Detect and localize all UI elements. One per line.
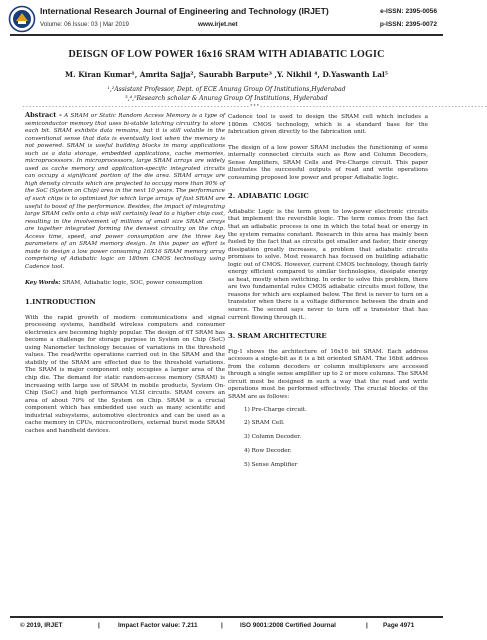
list-item: 3) Column Decoder. <box>244 434 302 441</box>
footer-separator: | <box>221 622 223 629</box>
abstract-text: A SRAM or Static Random Access Memory is a type of semiconductor memory that uses bi-stable latching circuitry to store each bit. SRAM exhibits data remains, but it is still volatile in the conventional sense that data is eventually lost when the memory is not powered. SRAM is useful building blocks in many applications such as a data storage, embedded applications, cache memories, microprocessors. In microprocessors, large SRAM arrays are widely used as cache memory and application-specific integrated circuits can occupy a significant portion of the die area. SRAM arrays are high density circuits which are projected to occupy more than 90% of the SoC (System on Chip) area in the next 10 years. The performance of such chips is to optimized for which large arrays of fast SRAM are useful to boost of the performance. Besides, the impact of integrating large SRAM cells onto a chip will certainly lead to a higher chip cost, resulting in the involvement of millions of small size SRAM arrays are together integrated forming the densest circuitry on the chip. Access time, speed, and power consumption are the three key parameters of an SRAM memory design. In this paper an effort is made to design a low power consuming 16X16 SRAM memory array comprising of Adiabatic logic on 180nm CMOS technology using Cadence tool. <box>25 113 225 270</box>
list-item: 2) SRAM Cell. <box>244 420 285 427</box>
paper-authors: M. Kiran Kumar¹, Amrita Sajja², Saurabh Barpute³ ,Y. Nikhil ⁴, D.Yaswanth Lal⁵ <box>65 70 388 79</box>
page-footer <box>0 622 453 634</box>
abstract-label: Abstract - <box>25 111 62 119</box>
affiliation-1: ¹,²Assistant Professor, Dept. of ECE Anurag Group Of Institutions,Hyderabad <box>107 86 346 93</box>
keywords-label: Key Words: <box>25 280 61 287</box>
separator: ---------------------------------------------------------------------***--------------------------------------------------------------------- <box>22 104 487 110</box>
sram-blocks-list <box>228 407 428 470</box>
header-divider <box>10 34 443 36</box>
section-heading-adiabatic: 2. ADIABATIC LOGIC <box>228 192 309 201</box>
cadence-paragraph: Cadence tool is used to design the SRAM cell which includes a 180nm CMOS technology, which is a standard base for the fabrication given directly to the fabrication unit. <box>228 114 428 136</box>
list-item: 1) Pre-Charge circuit. <box>244 406 307 413</box>
journal-volume: Volume: 06 Issue: 03 | Mar 2019 <box>40 21 129 28</box>
footer-iso: ISO 9001:2008 Certified Journal <box>240 622 336 629</box>
introduction-text: With the rapid growth of modern communications and signal processing systems, handheld wireless computers and consumer electronics are becoming highly popular. The design of 6T SRAM has become a challenge for storage purpose in System on Chip (SoC) using Nanometer technology because of variations in the threshold values. The read/write operations carried out in the SRAM and the stability of the SRAM are effected due to the threshold variations. The SRAM is major component only occupies a larger area of the chip die. The demand for static random-access memory (SRAM) is increasing with large use of SRAM in mobile products, System On-Chip (SoC) and high performance VLSI circuits. SRAM covers an area of about 70% of the System on Chip. SRAM is a crucial component which has embedded use such as many scientific and industrial subsystems, automotive electronics and can be used as a cache memory in CPUs, microcontrollers, external burst mode SRAM caches and handheld devices. <box>25 314 225 434</box>
keywords <box>25 280 225 288</box>
right-column <box>228 114 428 476</box>
left-column <box>25 112 225 440</box>
journal-title: International Research Journal of Engineering and Technology (IRJET) <box>40 6 329 16</box>
footer-separator: | <box>366 622 368 629</box>
footer-impact-factor: Impact Factor value: 7.211 <box>118 622 198 629</box>
list-item: 5) Sense Amplifier <box>244 461 298 468</box>
journal-header <box>0 0 453 36</box>
footer-page-number: Page 4971 <box>383 622 415 629</box>
adiabatic-text: Adiabatic Logic is the term given to low-power electronic circuits that implement the reversible logic. The term comes from the fact that an adiabatic process is one in which the total heat or energy in the system remains constant. Research in this area has mainly been fueled by the fact that as circuits get smaller and faster, their energy dissipation greatly increases, a problem that adiabatic circuits promises to solve. Most research has focused on building adiabatic logic out of CMOS. However, current CMOS technology, though fairly energy efficient compared to similar technologies, dissipate energy as heat, mostly when switching. In order to solve this problem, there are two fundamental rules CMOS adiabatic circuits must follow, the reasons for which are explained below. The first is never to turn on a transistor when there is a voltage difference between the drain and source. The second says never to turn off a transistor that has current flowing through it.. <box>228 208 428 321</box>
section-heading-sram-architecture: 3. SRAM ARCHITECTURE <box>228 332 327 341</box>
design-paragraph: The design of a low power SRAM includes the functioning of some internally connected circuits such as Row and Column Decoders, Sense Amplifiers, SRAM Cells and Pre-Charge circuit. This paper illustrates the successful outputs of read and write operations consuming proposed low power and proper Adiabatic logic. <box>228 144 428 181</box>
eissn: e-ISSN: 2395-0056 <box>380 8 437 15</box>
abstract <box>25 112 225 271</box>
footer-divider <box>10 616 443 618</box>
keywords-text: SRAM, Adiabatic logic, SOC, power consumption <box>60 280 203 287</box>
list-item: 4) Row Decoder. <box>244 448 292 455</box>
irjet-logo-icon <box>8 5 36 33</box>
sram-architecture-text: Fig-1 shows the architecture of 16x16 bit SRAM. Each address accesses a single-bit as it is a bit oriented SRAM. The 16bit address from the column decoders or column multiplexers are accessed through a single sense amplifier up to 2 or more columns. The SRAM circuit must be designed in such a way that the read and write operations must be performed effectively. The crucial blocks of the SRAM are as follows: <box>228 348 428 400</box>
section-heading-introduction: 1.INTRODUCTION <box>25 298 96 307</box>
footer-separator: | <box>98 622 100 629</box>
journal-website-link[interactable]: www.irjet.net <box>198 21 238 28</box>
affiliation-2: ³,⁴,⁵Research scholar & Anurag Group Of Institutions, Hyderabad <box>125 95 328 102</box>
footer-copyright: © 2019, IRJET <box>20 622 63 629</box>
pissn: p-ISSN: 2395-0072 <box>379 21 437 28</box>
paper-title: DEISGN OF LOW POWER 16x16 SRAM WITH ADIABATIC LOGIC <box>68 49 385 60</box>
